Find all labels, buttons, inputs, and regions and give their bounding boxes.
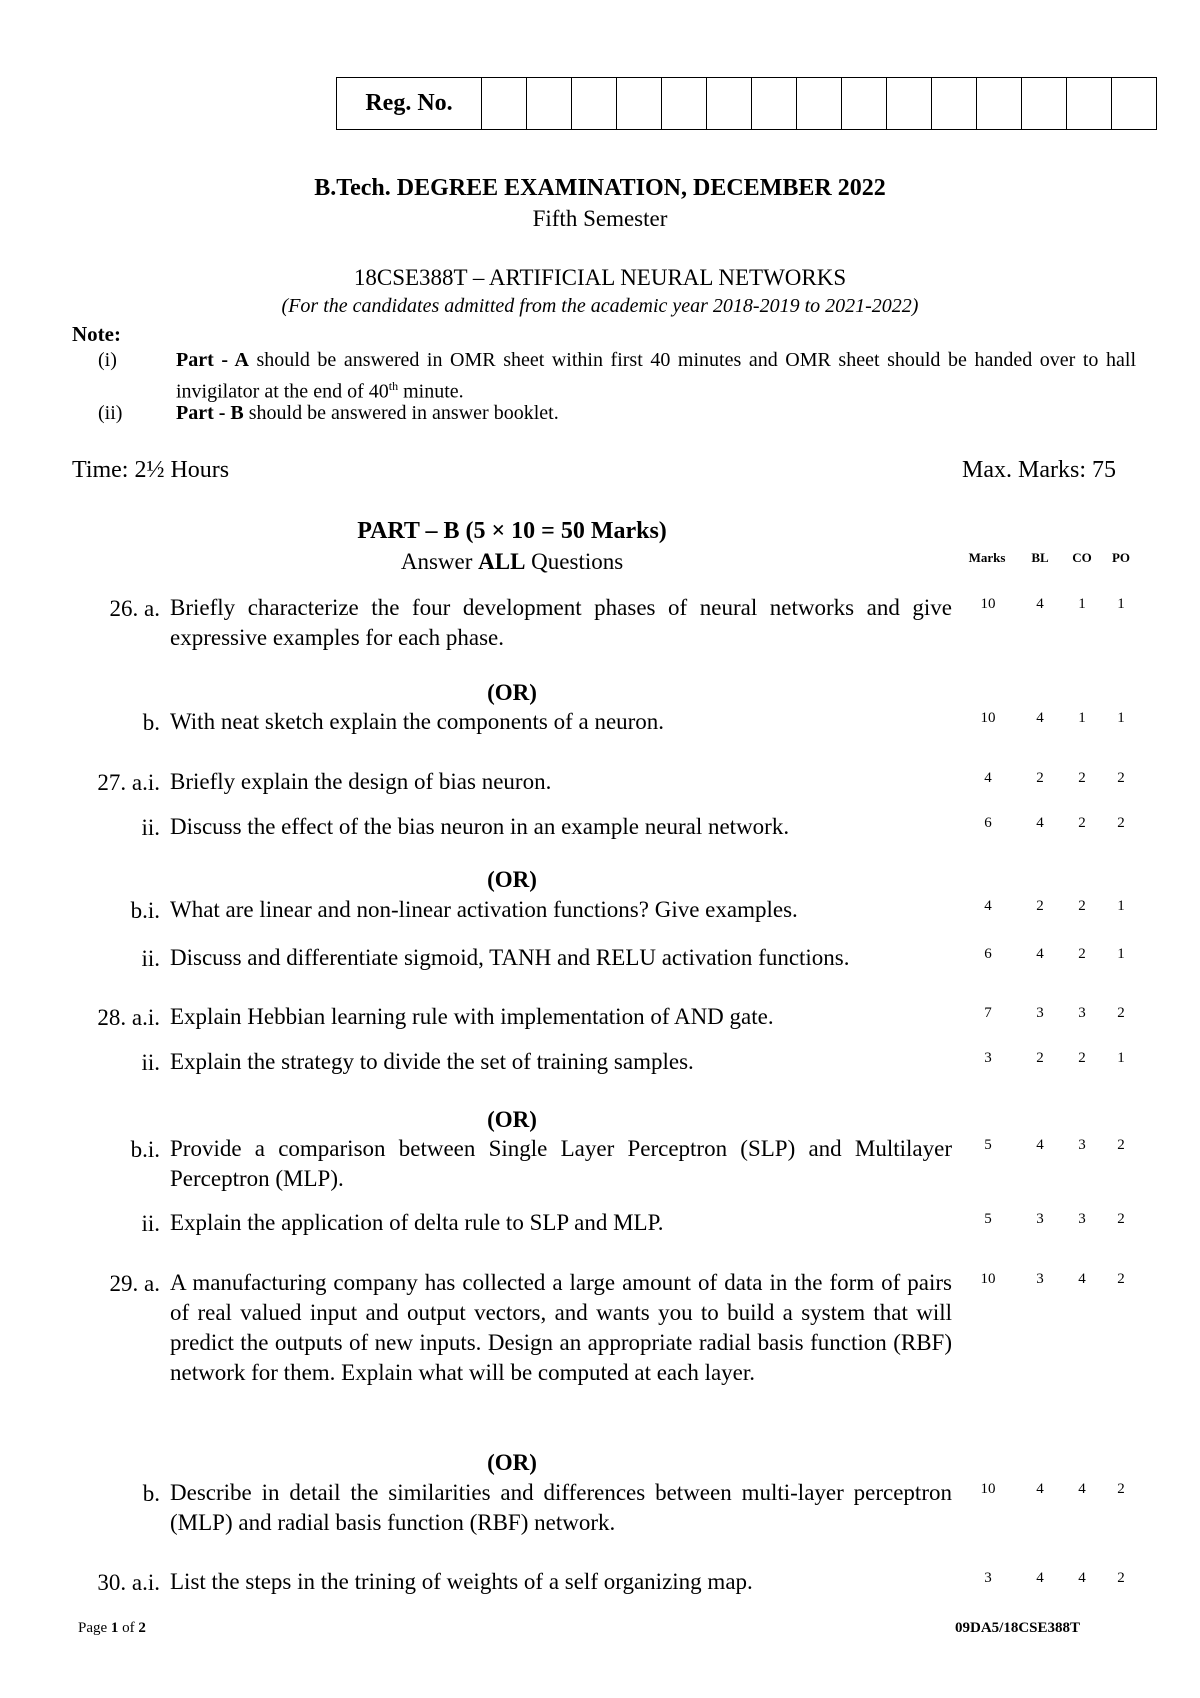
marks-value: 10 (980, 710, 996, 726)
bl-value: 3 (1036, 1211, 1044, 1227)
note-num: (ii) (98, 402, 123, 424)
exam-title: B.Tech. DEGREE EXAMINATION, DECEMBER 2022 (314, 175, 886, 201)
co-value: 4 (1078, 1481, 1086, 1497)
page-current: 1 (110, 1620, 119, 1636)
instr-text: Answer (400, 549, 479, 574)
question-text: List the steps in the trining of weights of a self organizing map. (170, 1569, 753, 1594)
po-value: 2 (1117, 1570, 1125, 1586)
po-value: 1 (1117, 596, 1125, 612)
note-text: minute. (398, 380, 464, 403)
or-separator: (OR) (487, 867, 537, 892)
question-text: Briefly explain the design of bias neuron. (170, 769, 552, 794)
question-text: With neat sketch explain the components of a neuron. (170, 709, 665, 734)
marks-value: 6 (984, 815, 992, 831)
co-value: 2 (1078, 815, 1086, 831)
reg-no-cell[interactable] (1022, 78, 1067, 130)
note-label: Note: (72, 322, 121, 346)
question-number: 27. a.i. (97, 770, 160, 795)
question-number: 28. a.i. (97, 1005, 160, 1030)
bl-value: 4 (1036, 946, 1044, 962)
reg-no-cell[interactable] (527, 78, 572, 130)
po-value: 1 (1117, 1050, 1125, 1066)
reg-no-cell[interactable] (842, 78, 887, 130)
reg-no-cell[interactable] (887, 78, 932, 130)
note-item (176, 347, 1136, 405)
col-marks: Marks (968, 550, 1006, 565)
reg-no-cell[interactable] (797, 78, 842, 130)
marks-value: 3 (984, 1050, 992, 1066)
page-pre: Page (78, 1620, 111, 1636)
marks-value: 4 (984, 770, 992, 786)
col-co: CO (1072, 550, 1092, 565)
question-number: ii. (141, 1211, 160, 1236)
col-bl: BL (1031, 550, 1049, 565)
co-value: 2 (1078, 946, 1086, 962)
question-number: ii. (141, 946, 160, 971)
marks-value: 5 (984, 1211, 992, 1227)
part-instruction (0, 549, 1024, 575)
bl-value: 4 (1036, 1481, 1044, 1497)
reg-no-cell[interactable] (932, 78, 977, 130)
note-bold: Part - A (176, 349, 249, 371)
po-value: 1 (1117, 946, 1125, 962)
bl-value: 2 (1036, 1050, 1044, 1066)
question-text: Explain the application of delta rule to SLP and MLP. (170, 1210, 664, 1235)
question-number: ii. (141, 1050, 160, 1075)
co-value: 3 (1078, 1211, 1086, 1227)
reg-no-cell[interactable] (482, 78, 527, 130)
question-text: Discuss the effect of the bias neuron in an example neural network. (170, 814, 790, 839)
note-text: should be answered in answer booklet. (243, 402, 559, 424)
co-value: 4 (1078, 1570, 1086, 1586)
marks-value: 10 (980, 1481, 996, 1497)
co-value: 3 (1078, 1137, 1086, 1153)
marks-value: 4 (984, 898, 992, 914)
question-text: What are linear and non-linear activation functions? Give examples. (170, 897, 798, 922)
reg-no-cell[interactable] (1112, 78, 1157, 130)
question-number: b. (142, 1481, 160, 1506)
reg-no-cell[interactable] (1067, 78, 1112, 130)
question-text: A manufacturing company has collected a large amount of data in the form of pairs of real valued input and output vectors, and wants you to build a system that will predict the outputs of new inputs. Design an appropriate radial basis function (RBF) network for them. Explain what will be computed at each layer. (170, 1270, 952, 1385)
co-value: 1 (1078, 596, 1086, 612)
question-text: Provide a comparison between Single Layer Perceptron (SLP) and Multilayer Perceptron (MLP). (170, 1136, 952, 1191)
question-number: 30. a.i. (97, 1570, 160, 1595)
question-text: Describe in detail the similarities and differences between multi-layer perceptron (MLP) and radial basis function (RBF) network. (170, 1480, 952, 1535)
co-value: 3 (1078, 1005, 1086, 1021)
reg-no-table (336, 77, 1157, 130)
note-sup: th (388, 379, 399, 393)
marks-value: 6 (984, 946, 992, 962)
bl-value: 4 (1036, 1570, 1044, 1586)
reg-no-cell[interactable] (662, 78, 707, 130)
bl-value: 3 (1036, 1271, 1044, 1287)
question-number: b.i. (130, 1137, 160, 1162)
page-number (78, 1620, 146, 1637)
co-value: 2 (1078, 1050, 1086, 1066)
marks-value: 3 (984, 1570, 992, 1586)
co-value: 1 (1078, 710, 1086, 726)
paper-code: 09DA5/18CSE388T (955, 1620, 1081, 1636)
co-value: 4 (1078, 1271, 1086, 1287)
bl-value: 3 (1036, 1005, 1044, 1021)
marks-value: 5 (984, 1137, 992, 1153)
po-value: 2 (1117, 1271, 1125, 1287)
marks-value: 10 (980, 1271, 996, 1287)
bl-value: 4 (1036, 815, 1044, 831)
question-text: Briefly characterize the four development phases of neural networks and give expressive examples for each phase. (170, 595, 952, 650)
reg-no-cell[interactable] (707, 78, 752, 130)
page-mid: of (118, 1620, 139, 1636)
col-po: PO (1111, 550, 1131, 565)
co-value: 2 (1078, 898, 1086, 914)
question-text: Explain Hebbian learning rule with implementation of AND gate. (170, 1004, 774, 1029)
note-bold: Part - B (176, 402, 244, 424)
po-value: 1 (1117, 710, 1125, 726)
reg-no-cell[interactable] (752, 78, 797, 130)
instr-text: Questions (525, 549, 624, 574)
marks-value: 7 (984, 1005, 992, 1021)
max-marks: Max. Marks: 75 (962, 457, 1116, 483)
question-number: b. (142, 710, 160, 735)
time-allowed: Time: 2½ Hours (72, 457, 230, 483)
semester: Fifth Semester (532, 206, 668, 231)
po-value: 2 (1117, 815, 1125, 831)
po-value: 2 (1117, 1005, 1125, 1021)
note-num: (i) (98, 349, 117, 371)
note-item (176, 400, 1136, 426)
question-text: Discuss and differentiate sigmoid, TANH and RELU activation functions. (170, 945, 850, 970)
question-number: 26. a. (109, 596, 160, 621)
bl-value: 4 (1036, 1137, 1044, 1153)
po-value: 1 (1117, 898, 1125, 914)
marks-value: 10 (980, 596, 996, 612)
reg-no-cell[interactable] (617, 78, 662, 130)
page-total: 2 (138, 1620, 146, 1636)
po-value: 2 (1117, 770, 1125, 786)
instr-bold: ALL (478, 549, 526, 574)
or-separator: (OR) (487, 1107, 537, 1132)
course-title: 18CSE388T – ARTIFICIAL NEURAL NETWORKS (353, 265, 847, 290)
part-title: PART – B (5 × 10 = 50 Marks) (357, 518, 667, 544)
note-text: should be answered in OMR sheet within first 40 minutes and OMR sheet should be handed over to hall invigilator at the end of 40 (176, 349, 1136, 403)
bl-value: 4 (1036, 596, 1044, 612)
bl-value: 2 (1036, 898, 1044, 914)
reg-no-cell[interactable] (572, 78, 617, 130)
po-value: 2 (1117, 1137, 1125, 1153)
question-number: 29. a. (109, 1271, 160, 1296)
reg-no-label: Reg. No. (337, 78, 482, 130)
po-value: 2 (1117, 1211, 1125, 1227)
question-number: b.i. (130, 898, 160, 923)
co-value: 2 (1078, 770, 1086, 786)
admitted-note: (For the candidates admitted from the academic year 2018-2019 to 2021-2022) (281, 295, 919, 317)
or-separator: (OR) (487, 680, 537, 705)
bl-value: 4 (1036, 710, 1044, 726)
or-separator: (OR) (487, 1450, 537, 1475)
bl-value: 2 (1036, 770, 1044, 786)
question-text: Explain the strategy to divide the set of training samples. (170, 1049, 694, 1074)
question-number: ii. (141, 815, 160, 840)
reg-no-cell[interactable] (977, 78, 1022, 130)
po-value: 2 (1117, 1481, 1125, 1497)
